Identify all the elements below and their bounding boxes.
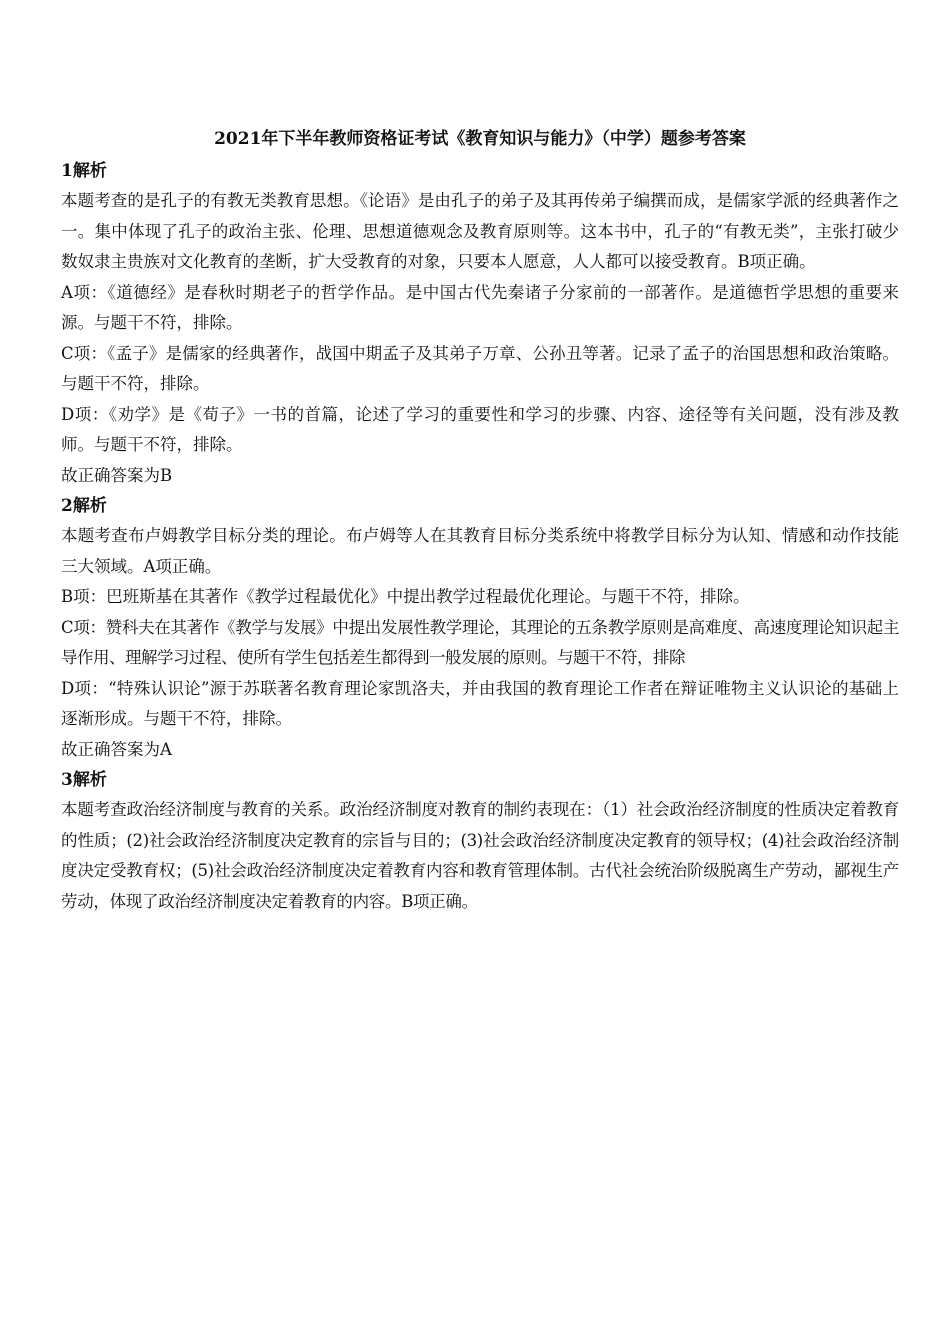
section-paragraph: D项：“特殊认识论”源于苏联著名教育理论家凯洛夫，并由我国的教育理论工作者在辩证唯物主义认识论的基础上逐渐形成。与题干不符，排除。 bbox=[61, 678, 899, 728]
section-2 bbox=[61, 491, 899, 765]
section-answer: 故正确答案为A bbox=[61, 739, 172, 759]
section-paragraph: 本题考查政治经济制度与教育的关系。政治经济制度对教育的制约表现在：（1）社会政治经济制度的性质决定着教育的性质；(2)社会政治经济制度决定教育的宗旨与目的；(3)社会政治经济制度决定教育的领导权；(4)社会政治经济制度决定受教育权；(5)社会政治经济制度决定着教育内容和教育管理体制。古代社会统治阶级脱离生产劳动，鄙视生产劳动，体现了政治经济制度决定着教育的内容。B项正确。 bbox=[61, 800, 899, 911]
section-heading: 3解析 bbox=[61, 770, 107, 790]
section-paragraph: A项：《道德经》是春秋时期老子的哲学作品。是中国古代先秦诸子分家前的一部著作。是道德哲学思想的重要来源。与题干不符，排除。 bbox=[61, 282, 899, 332]
answer-document bbox=[61, 124, 899, 917]
section-heading: 1解析 bbox=[61, 161, 107, 181]
section-3 bbox=[61, 765, 899, 917]
document-title: 2021年下半年教师资格证考试《教育知识与能力》（中学）题参考答案 bbox=[214, 129, 746, 149]
section-paragraph: C项：《孟子》是儒家的经典著作，战国中期孟子及其弟子万章、公孙丑等著。记录了孟子的治国思想和政治策略。与题干不符，排除。 bbox=[61, 343, 899, 393]
section-heading: 2解析 bbox=[61, 496, 107, 516]
section-1 bbox=[61, 156, 899, 491]
section-paragraph: D项：《劝学》是《荀子》一书的首篇，论述了学习的重要性和学习的步骤、内容、途径等有关问题，没有涉及教师。与题干不符，排除。 bbox=[61, 404, 899, 454]
section-paragraph: C项：赞科夫在其著作《教学与发展》中提出发展性教学理论，其理论的五条教学原则是高难度、高速度理论知识起主导作用、理解学习过程、使所有学生包括差生都得到一般发展的原则。与题干不符，排除 bbox=[61, 617, 899, 667]
section-answer: 故正确答案为B bbox=[61, 465, 173, 485]
section-paragraph: 本题考查的是孔子的有教无类教育思想。《论语》是由孔子的弟子及其再传弟子编撰而成，是儒家学派的经典著作之一。集中体现了孔子的政治主张、伦理、思想道德观念及教育原则等。这本书中，孔子的“有教无类”，主张打破少数奴隶主贵族对文化教育的垄断，扩大受教育的对象，只要本人愿意，人人都可以接受教育。B项正确。 bbox=[61, 191, 899, 271]
section-paragraph: B项：巴班斯基在其著作《教学过程最优化》中提出教学过程最优化理论。与题干不符，排除。 bbox=[61, 587, 750, 606]
section-paragraph: 本题考查布卢姆教学目标分类的理论。布卢姆等人在其教育目标分类系统中将教学目标分为认知、情感和动作技能三大领域。A项正确。 bbox=[61, 526, 899, 576]
